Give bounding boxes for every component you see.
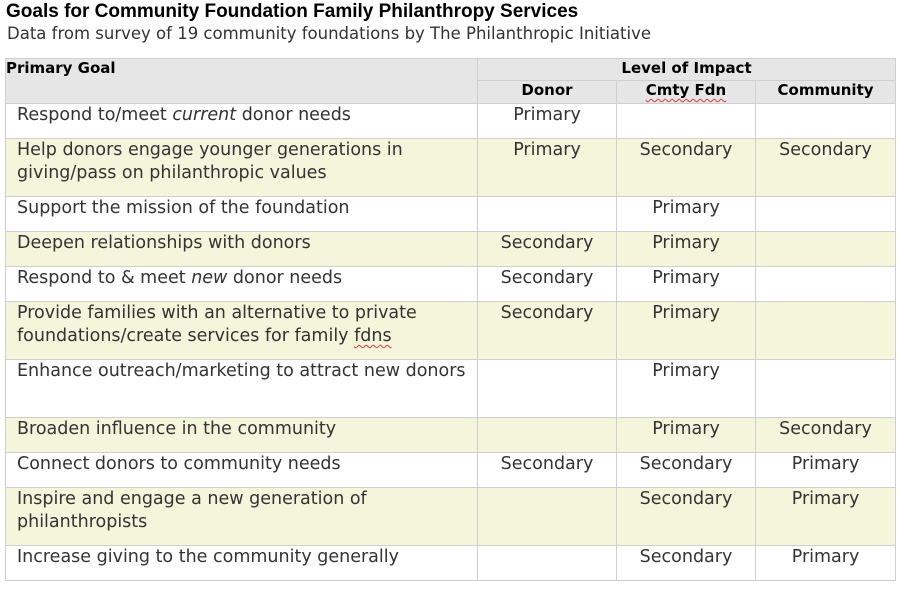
table-row bbox=[6, 232, 896, 267]
goals-table bbox=[5, 58, 896, 581]
donor-impact-cell: Primary bbox=[478, 104, 617, 139]
table-row bbox=[6, 139, 896, 197]
primary-goal-cell bbox=[6, 267, 478, 302]
donor-impact-cell bbox=[478, 418, 617, 453]
community-impact-cell: Primary bbox=[756, 546, 896, 581]
page-subtitle: Data from survey of 19 community foundations by The Philanthropic Initiative bbox=[7, 24, 651, 43]
cmty-fdn-impact-cell: Primary bbox=[617, 267, 756, 302]
table-row bbox=[6, 453, 896, 488]
primary-goal-cell bbox=[6, 104, 478, 139]
goal-emphasis: current bbox=[172, 105, 237, 125]
community-impact-cell bbox=[756, 104, 896, 139]
header-community: Community bbox=[756, 81, 896, 104]
community-impact-cell bbox=[756, 197, 896, 232]
table-row bbox=[6, 302, 896, 360]
header-level-of-impact: Level of Impact bbox=[478, 59, 896, 81]
donor-impact-cell bbox=[478, 488, 617, 546]
goal-text: Enhance outreach/marketing to attract new donors bbox=[17, 361, 466, 381]
goal-text: Respond to & meet bbox=[17, 268, 192, 288]
header-donor: Donor bbox=[478, 81, 617, 104]
header-cmty-fdn bbox=[617, 81, 756, 104]
goal-text-end: donor needs bbox=[227, 268, 343, 288]
community-impact-cell: Secondary bbox=[756, 418, 896, 453]
donor-impact-cell: Primary bbox=[478, 139, 617, 197]
cmty-fdn-impact-cell: Primary bbox=[617, 360, 756, 418]
table-row bbox=[6, 546, 896, 581]
goal-text: Deepen relationships with donors bbox=[17, 233, 311, 253]
donor-impact-cell: Secondary bbox=[478, 267, 617, 302]
cmty-fdn-impact-cell: Primary bbox=[617, 418, 756, 453]
cmty-fdn-impact-cell bbox=[617, 104, 756, 139]
primary-goal-cell bbox=[6, 360, 478, 418]
primary-goal-cell bbox=[6, 546, 478, 581]
cmty-fdn-impact-cell: Secondary bbox=[617, 139, 756, 197]
goal-text: Support the mission of the foundation bbox=[17, 198, 350, 218]
goal-text: Inspire and engage a new generation of philanthropists bbox=[17, 489, 367, 532]
community-impact-cell bbox=[756, 360, 896, 418]
primary-goal-cell bbox=[6, 488, 478, 546]
primary-goal-cell bbox=[6, 453, 478, 488]
goal-text: Increase giving to the community generally bbox=[17, 547, 399, 567]
goal-text: Connect donors to community needs bbox=[17, 454, 341, 474]
goal-text: Broaden influence in the community bbox=[17, 419, 337, 439]
community-impact-cell: Primary bbox=[756, 453, 896, 488]
table-row bbox=[6, 418, 896, 453]
header-primary-goal: Primary Goal bbox=[6, 59, 478, 104]
donor-impact-cell: Secondary bbox=[478, 232, 617, 267]
goal-text: Help donors engage younger generations in giving/pass on philanthropic values bbox=[17, 140, 403, 183]
goal-emphasis: new bbox=[191, 268, 228, 288]
primary-goal-cell bbox=[6, 418, 478, 453]
primary-goal-cell bbox=[6, 139, 478, 197]
cmty-fdn-impact-cell: Secondary bbox=[617, 453, 756, 488]
primary-goal-cell bbox=[6, 232, 478, 267]
table-row bbox=[6, 267, 896, 302]
community-impact-cell: Primary bbox=[756, 488, 896, 546]
table-row bbox=[6, 104, 896, 139]
goal-text-end: fdns bbox=[354, 326, 392, 346]
primary-goal-cell bbox=[6, 197, 478, 232]
table-header bbox=[6, 59, 896, 104]
community-impact-cell bbox=[756, 302, 896, 360]
cmty-fdn-impact-cell: Primary bbox=[617, 197, 756, 232]
table-body bbox=[6, 104, 896, 581]
page-title: Goals for Community Foundation Family Philanthropy Services bbox=[6, 1, 579, 22]
goal-text: Provide families with an alternative to private foundations/create services for family bbox=[17, 303, 417, 346]
donor-impact-cell bbox=[478, 546, 617, 581]
community-impact-cell: Secondary bbox=[756, 139, 896, 197]
community-impact-cell bbox=[756, 232, 896, 267]
cmty-fdn-impact-cell: Primary bbox=[617, 232, 756, 267]
cmty-fdn-impact-cell: Primary bbox=[617, 302, 756, 360]
donor-impact-cell bbox=[478, 360, 617, 418]
donor-impact-cell: Secondary bbox=[478, 302, 617, 360]
goal-text-end: donor needs bbox=[236, 105, 351, 125]
table-row bbox=[6, 488, 896, 546]
community-impact-cell bbox=[756, 267, 896, 302]
table-row bbox=[6, 197, 896, 232]
donor-impact-cell bbox=[478, 197, 617, 232]
cmty-fdn-impact-cell: Secondary bbox=[617, 488, 756, 546]
donor-impact-cell: Secondary bbox=[478, 453, 617, 488]
header-cmty-fdn-label: Cmty Fdn bbox=[645, 81, 727, 99]
primary-goal-cell bbox=[6, 302, 478, 360]
table-row bbox=[6, 360, 896, 418]
cmty-fdn-impact-cell: Secondary bbox=[617, 546, 756, 581]
goal-text: Respond to/meet bbox=[17, 105, 173, 125]
